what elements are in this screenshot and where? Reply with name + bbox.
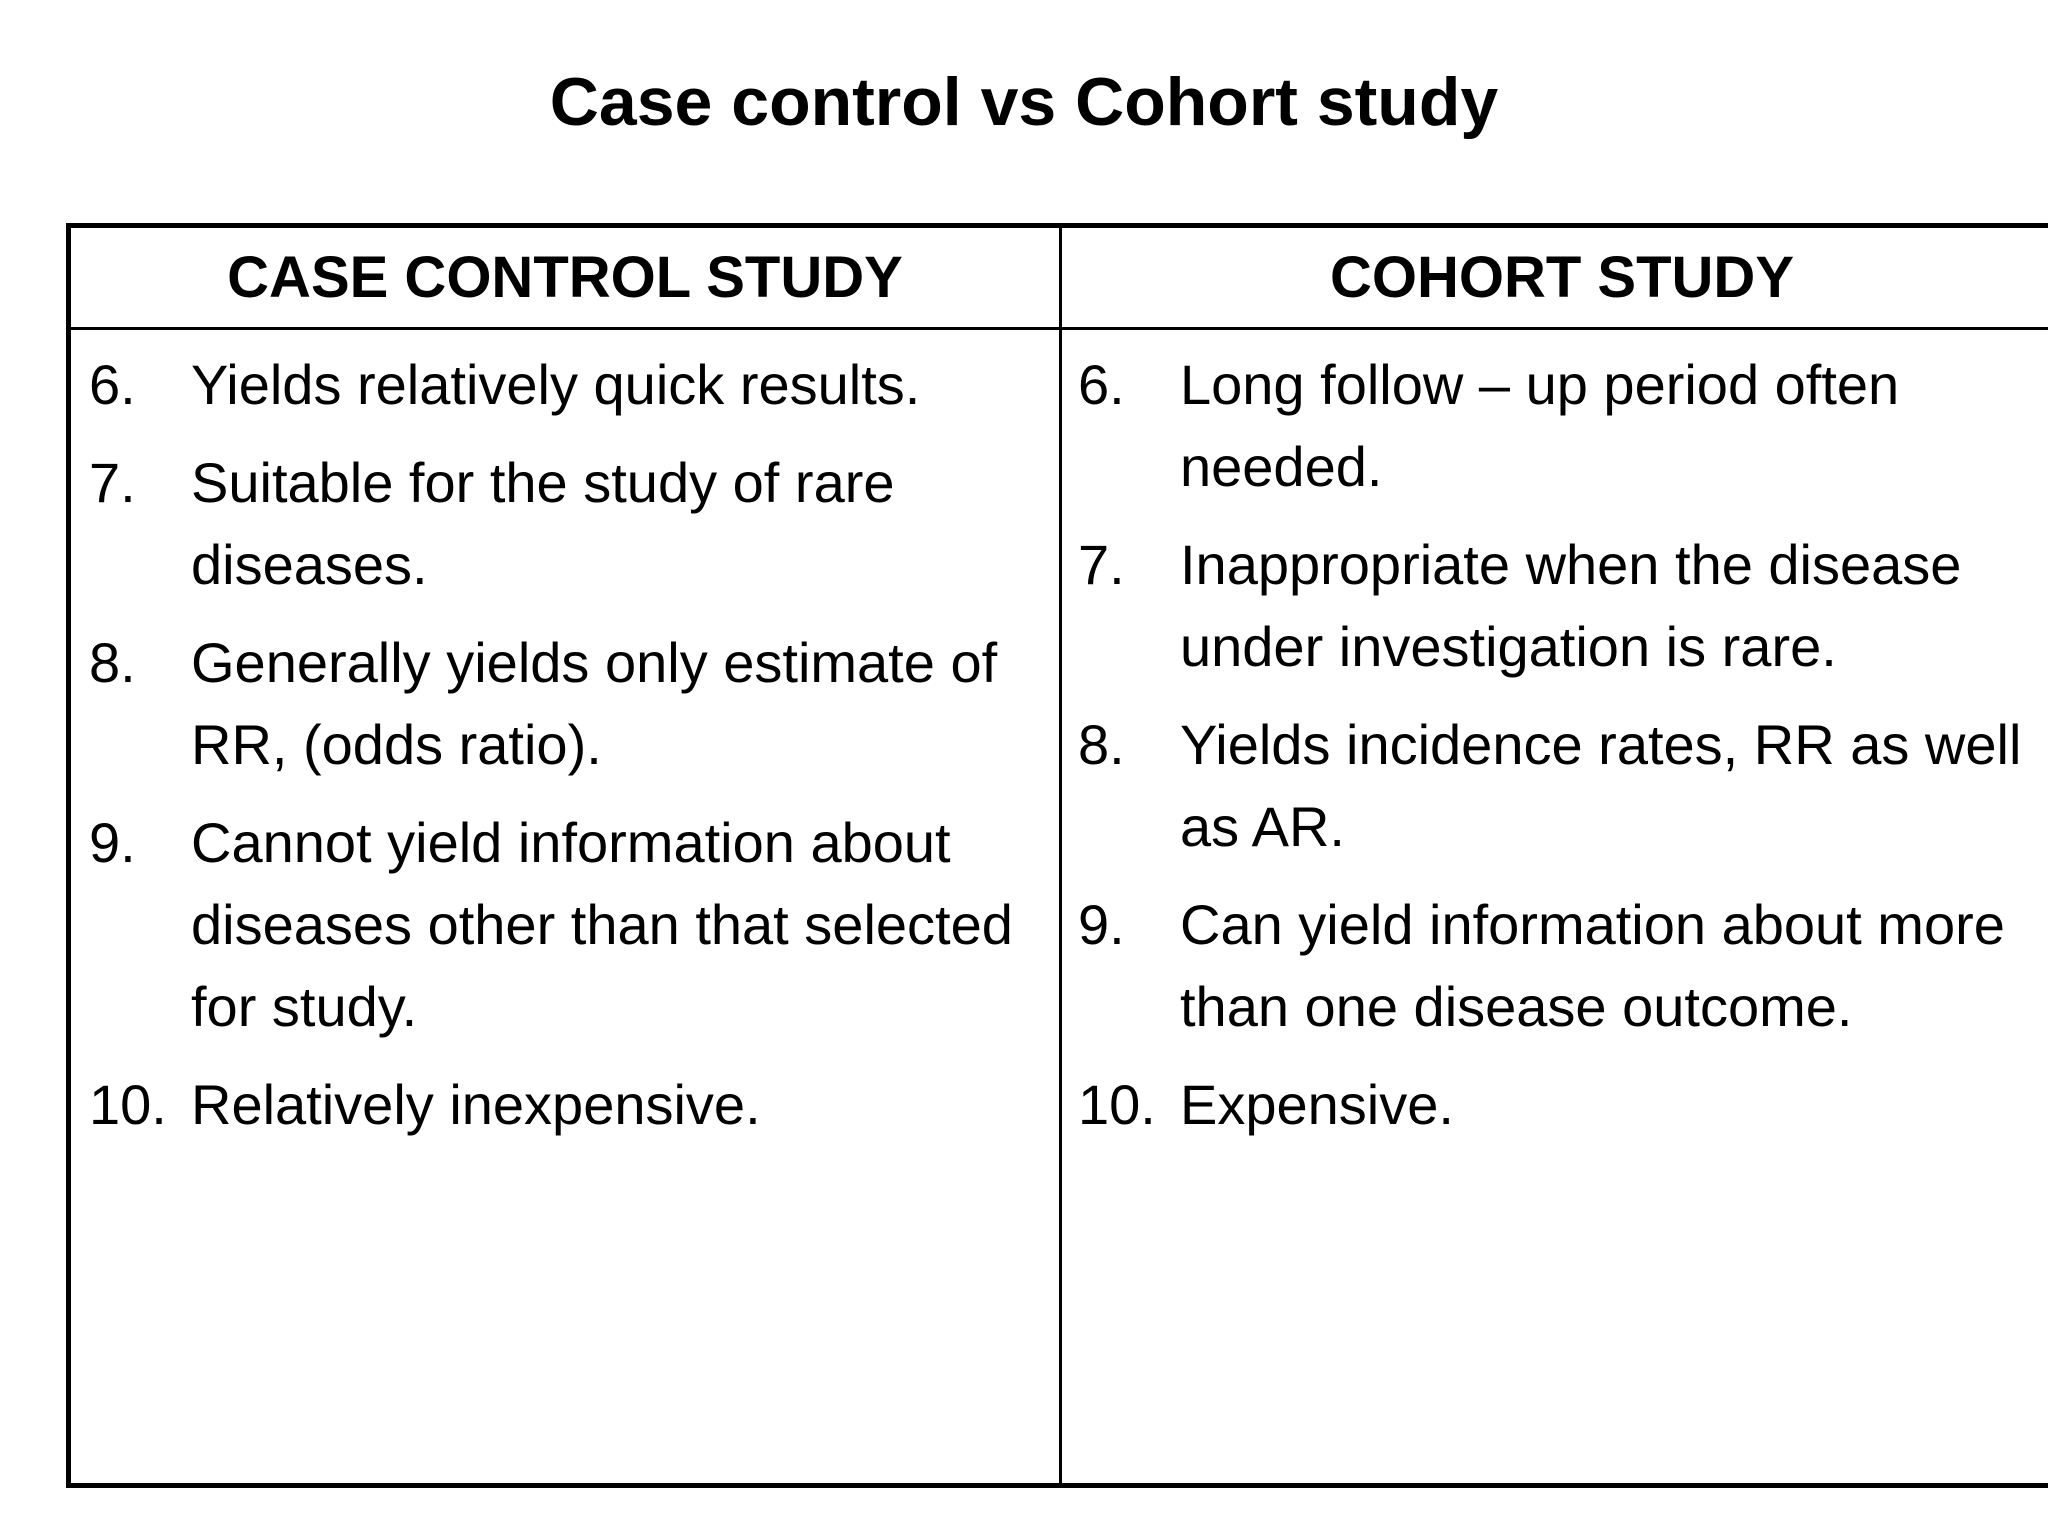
list-item bbox=[1078, 524, 2043, 688]
item-text: Yields relatively quick results. bbox=[191, 353, 921, 416]
list-item bbox=[89, 622, 1049, 786]
item-text: Inappropriate when the disease under investigation is rare. bbox=[1180, 533, 1962, 678]
list-item bbox=[1078, 344, 2043, 508]
list-item bbox=[89, 442, 1049, 606]
item-number: 8. bbox=[89, 631, 136, 694]
list-item bbox=[89, 344, 1049, 426]
column-divider bbox=[1059, 228, 1062, 1483]
item-number: 6. bbox=[1078, 353, 1125, 416]
item-number: 7. bbox=[1078, 533, 1125, 596]
case-control-list bbox=[89, 344, 1049, 1162]
case-control-header: CASE CONTROL STUDY bbox=[227, 245, 903, 310]
item-number: 6. bbox=[89, 353, 136, 416]
item-text: Cannot yield information about diseases other than that selected for study. bbox=[191, 811, 1013, 1038]
item-text: Expensive. bbox=[1180, 1073, 1454, 1136]
slide-title: Case control vs Cohort study bbox=[549, 64, 1499, 140]
list-item bbox=[1078, 884, 2043, 1048]
item-text: Long follow – up period often needed. bbox=[1180, 353, 1900, 498]
item-number: 9. bbox=[89, 811, 136, 874]
item-number: 9. bbox=[1078, 893, 1125, 956]
cohort-list bbox=[1078, 344, 2043, 1162]
item-text: Yields incidence rates, RR as well as AR. bbox=[1180, 713, 2022, 858]
list-item bbox=[1078, 1064, 2043, 1146]
item-number: 10. bbox=[89, 1073, 167, 1136]
cohort-header: COHORT STUDY bbox=[1330, 245, 1794, 310]
comparison-table bbox=[66, 223, 2048, 1488]
item-text: Generally yields only estimate of RR, (odds ratio). bbox=[191, 631, 998, 776]
item-number: 10. bbox=[1078, 1073, 1156, 1136]
list-item bbox=[89, 802, 1049, 1048]
item-number: 8. bbox=[1078, 713, 1125, 776]
item-number: 7. bbox=[89, 451, 136, 514]
item-text: Can yield information about more than one disease outcome. bbox=[1180, 893, 2005, 1038]
list-item bbox=[89, 1064, 1049, 1146]
list-item bbox=[1078, 704, 2043, 868]
item-text: Relatively inexpensive. bbox=[191, 1073, 761, 1136]
header-divider bbox=[71, 327, 2048, 330]
item-text: Suitable for the study of rare diseases. bbox=[191, 451, 895, 596]
